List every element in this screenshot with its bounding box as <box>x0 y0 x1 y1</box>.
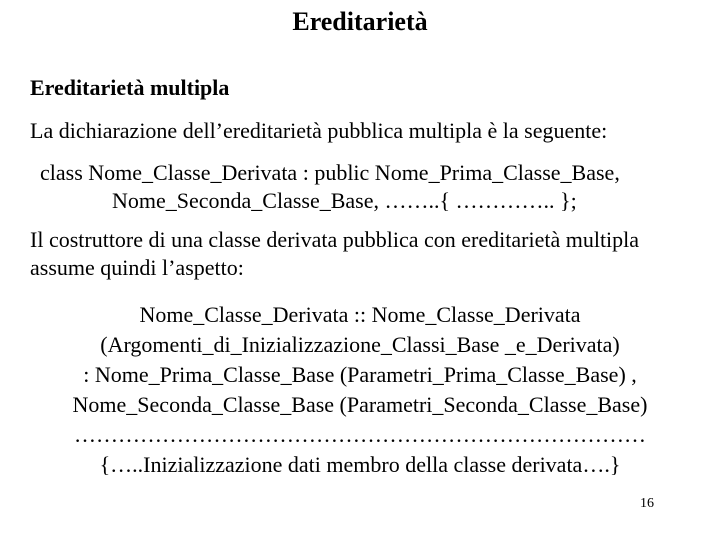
constructor-intro-line: Il costruttore di una classe derivata pubblica con ereditarietà multipla <box>30 227 640 252</box>
intro-text: La dichiarazione dell’ereditarietà pubblica multipla è la seguente: <box>30 118 608 143</box>
constructor-code-line: Nome_Classe_Derivata :: Nome_Classe_Derivata <box>139 302 581 327</box>
slide-title: Ereditarietà <box>292 7 428 36</box>
constructor-code-line: : Nome_Prima_Classe_Base (Parametri_Prima_Classe_Base) , <box>83 362 637 387</box>
constructor-intro <box>30 226 710 282</box>
class-declaration-line: class Nome_Classe_Derivata : public Nome_Prima_Classe_Base, <box>40 160 620 185</box>
constructor-code <box>0 300 720 480</box>
constructor-code-line: …………………………………………………………………… <box>74 422 646 447</box>
constructor-code-line: {…..Inizializzazione dati membro della classe derivata….} <box>99 452 621 477</box>
page-number: 16 <box>640 496 654 511</box>
section-heading: Ereditarietà multipla <box>30 75 230 100</box>
constructor-intro-line: assume quindi l’aspetto: <box>30 255 244 280</box>
class-declaration-line: Nome_Seconda_Classe_Base, ……..{ ………….. }; <box>112 188 577 213</box>
constructor-code-line: (Argomenti_di_Inizializzazione_Classi_Base _e_Derivata) <box>100 332 620 357</box>
constructor-code-line: Nome_Seconda_Classe_Base (Parametri_Seconda_Classe_Base) <box>72 392 648 417</box>
